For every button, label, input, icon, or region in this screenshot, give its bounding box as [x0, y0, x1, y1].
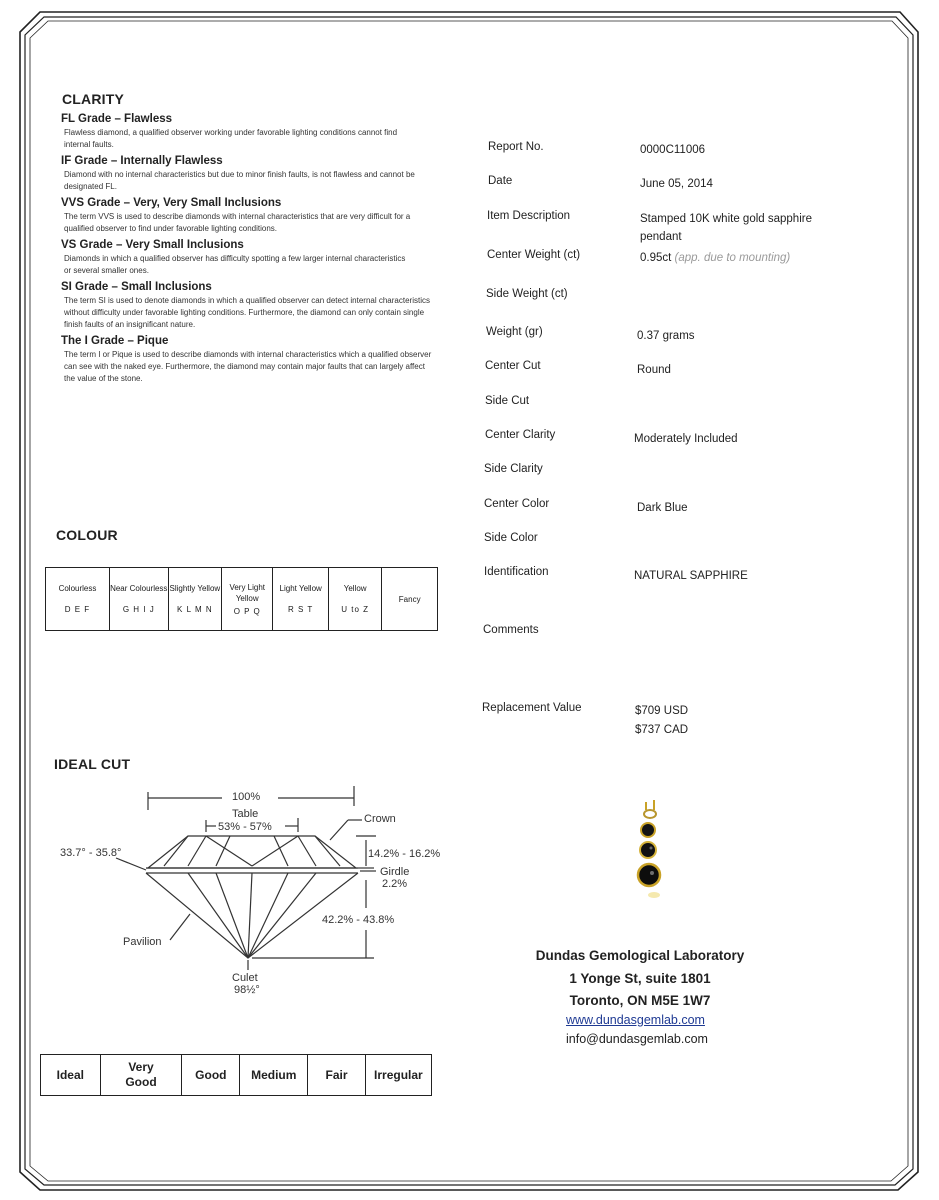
cut-grade-cell: Irregular [365, 1055, 431, 1096]
field-label-comments: Comments [483, 624, 539, 636]
field-value-item-description: Stamped 10K white gold sapphire pendant [640, 213, 812, 243]
diagram-pavilion-label: Pavilion [123, 936, 162, 948]
grade-name: SI Grade – Small Inclusions [61, 281, 212, 293]
pendant-photo [624, 800, 674, 910]
cut-grade-cell: Ideal [41, 1055, 101, 1096]
field-label-side-color: Side Color [484, 532, 538, 544]
cut-grade-cell: Fair [308, 1055, 365, 1096]
colour-label: Yellow [343, 584, 367, 593]
colour-label: Fancy [398, 594, 421, 604]
clarity-grades [61, 113, 436, 389]
diagram-table-label: Table [232, 808, 259, 820]
colour-cell-light-yellow [273, 568, 329, 631]
diagram-girdle-value: 2.2% [382, 878, 408, 890]
field-label-date: Date [488, 175, 513, 187]
colour-label: Near Colourless [110, 584, 168, 593]
field-label-report-no: Report No. [488, 141, 544, 153]
ideal-cut-title: IDEAL CUT [54, 756, 131, 772]
clarity-title: CLARITY [62, 91, 125, 107]
field-label-side-clarity: Side Clarity [484, 463, 543, 475]
field-value-date: June 05, 2014 [640, 178, 713, 190]
field-label-side-weight: Side Weight (ct) [486, 288, 568, 300]
colour-code: R S T [288, 605, 314, 614]
colour-cell-colourless [46, 568, 110, 631]
colour-cell-near-colourless [109, 568, 168, 631]
colour-label: Light Yellow [279, 584, 322, 593]
colour-cell-slightly-yellow [168, 568, 221, 631]
diagram-pavilion-depth: 42.2% - 43.8% [322, 914, 395, 926]
diagram-culet-value: 98½° [234, 984, 260, 996]
field-value-center-clarity: Moderately Included [634, 433, 738, 445]
colour-cell-fancy [382, 568, 438, 631]
grade-description: The term I or Pique is used to describe diamonds with internal characteristics which a qualified observer can see with the naked eye. Furthermore, the diamond may contain major faults that can largely affect the value of the stone. [64, 350, 432, 383]
clarity-grade-pique [61, 335, 436, 385]
lab-name: Dundas Gemological Laboratory [535, 948, 745, 963]
grade-description: Flawless diamond, a qualified observer working under favorable lighting conditions cannot find internal faults. [64, 128, 398, 149]
clarity-grade-fl [61, 113, 436, 151]
grade-name: FL Grade – Flawless [61, 113, 173, 125]
grade-name: The I Grade – Pique [61, 335, 169, 347]
field-label-center-cut: Center Cut [485, 360, 541, 372]
field-value-weight-gr: 0.37 grams [637, 330, 695, 342]
field-value-replacement-cad: $737 CAD [635, 724, 689, 736]
diagram-culet-label: Culet [232, 972, 258, 984]
field-value-center-cut: Round [637, 364, 671, 376]
grade-description: The term VVS is used to describe diamonds with internal characteristics that are very difficult for a qualified observer to find under favorable lighting conditions. [64, 212, 411, 233]
colour-code: K L M N [177, 605, 213, 614]
lab-address-1: 1 Yonge St, suite 1801 [569, 971, 711, 986]
lab-website-link[interactable]: www.dundasgemlab.com [566, 1013, 705, 1027]
field-value-replacement-usd: $709 USD [635, 705, 689, 717]
diagram-total-width: 100% [232, 791, 261, 803]
field-value-report-no: 0000C11006 [640, 144, 706, 156]
clarity-grade-if [61, 155, 436, 193]
grade-description: Diamonds in which a qualified observer has difficulty spotting a few larger internal characteristics or several smaller ones. [64, 254, 406, 275]
grade-name: IF Grade – Internally Flawless [61, 155, 223, 167]
field-label-center-weight: Center Weight (ct) [487, 249, 581, 261]
center-weight-note: (app. due to mounting) [674, 252, 791, 264]
cut-grade-table [40, 1054, 432, 1096]
center-weight-value: 0.95ct [640, 252, 672, 264]
cut-grade-cell: Medium [240, 1055, 308, 1096]
colour-title: COLOUR [56, 527, 118, 543]
field-label-side-cut: Side Cut [485, 395, 530, 407]
colour-label: Slightly Yellow [169, 584, 221, 593]
cut-grade-cell: Very Good [100, 1055, 182, 1096]
lab-email: info@dundasgemlab.com [566, 1032, 708, 1046]
field-label-replacement-value: Replacement Value [482, 702, 582, 714]
grade-name: VS Grade – Very Small Inclusions [61, 239, 244, 251]
field-label-identification: Identification [484, 566, 549, 578]
field-label-center-color: Center Color [484, 498, 550, 510]
diagram-crown-angle: 33.7° - 35.8° [60, 847, 122, 859]
colour-cell-very-light-yellow [222, 568, 273, 631]
colour-label: Very Light Yellow [229, 582, 266, 603]
lab-address-2: Toronto, ON M5E 1W7 [569, 993, 711, 1008]
colour-scale-table [45, 567, 438, 631]
field-value-center-weight [640, 249, 880, 267]
grade-name: VVS Grade – Very, Very Small Inclusions [61, 197, 282, 209]
field-value-identification: NATURAL SAPPHIRE [634, 570, 748, 582]
colour-label: Colourless [58, 584, 97, 593]
clarity-grade-si [61, 281, 436, 331]
colour-code: U to Z [341, 605, 370, 614]
field-value-center-color: Dark Blue [637, 502, 688, 514]
diagram-crown-label: Crown [364, 813, 396, 825]
grade-description: Diamond with no internal characteristics but due to minor finish faults, is not flawless and cannot be designated FL. [64, 170, 415, 191]
field-label-weight-gr: Weight (gr) [486, 326, 543, 338]
diagram-girdle-label: Girdle [380, 866, 410, 878]
colour-cell-yellow [328, 568, 381, 631]
cut-grade-cell: Good [182, 1055, 240, 1096]
diagram-crown-height: 14.2% - 16.2% [368, 848, 441, 860]
field-label-center-clarity: Center Clarity [485, 429, 556, 441]
grade-description: The term SI is used to denote diamonds in which a qualified observer can detect internal characteristics without difficulty under favorable lighting conditions. Furthermore, the diamond can only contain single finish faults of an insignificant nature. [64, 296, 430, 329]
diagram-table-range: 53% - 57% [218, 821, 272, 833]
colour-code: O P Q [233, 606, 261, 616]
field-label-item-description: Item Description [487, 210, 571, 222]
colour-code: D E F [64, 605, 91, 614]
clarity-grade-vvs [61, 197, 436, 235]
clarity-grade-vs [61, 239, 436, 277]
colour-code: G H I J [122, 605, 155, 614]
